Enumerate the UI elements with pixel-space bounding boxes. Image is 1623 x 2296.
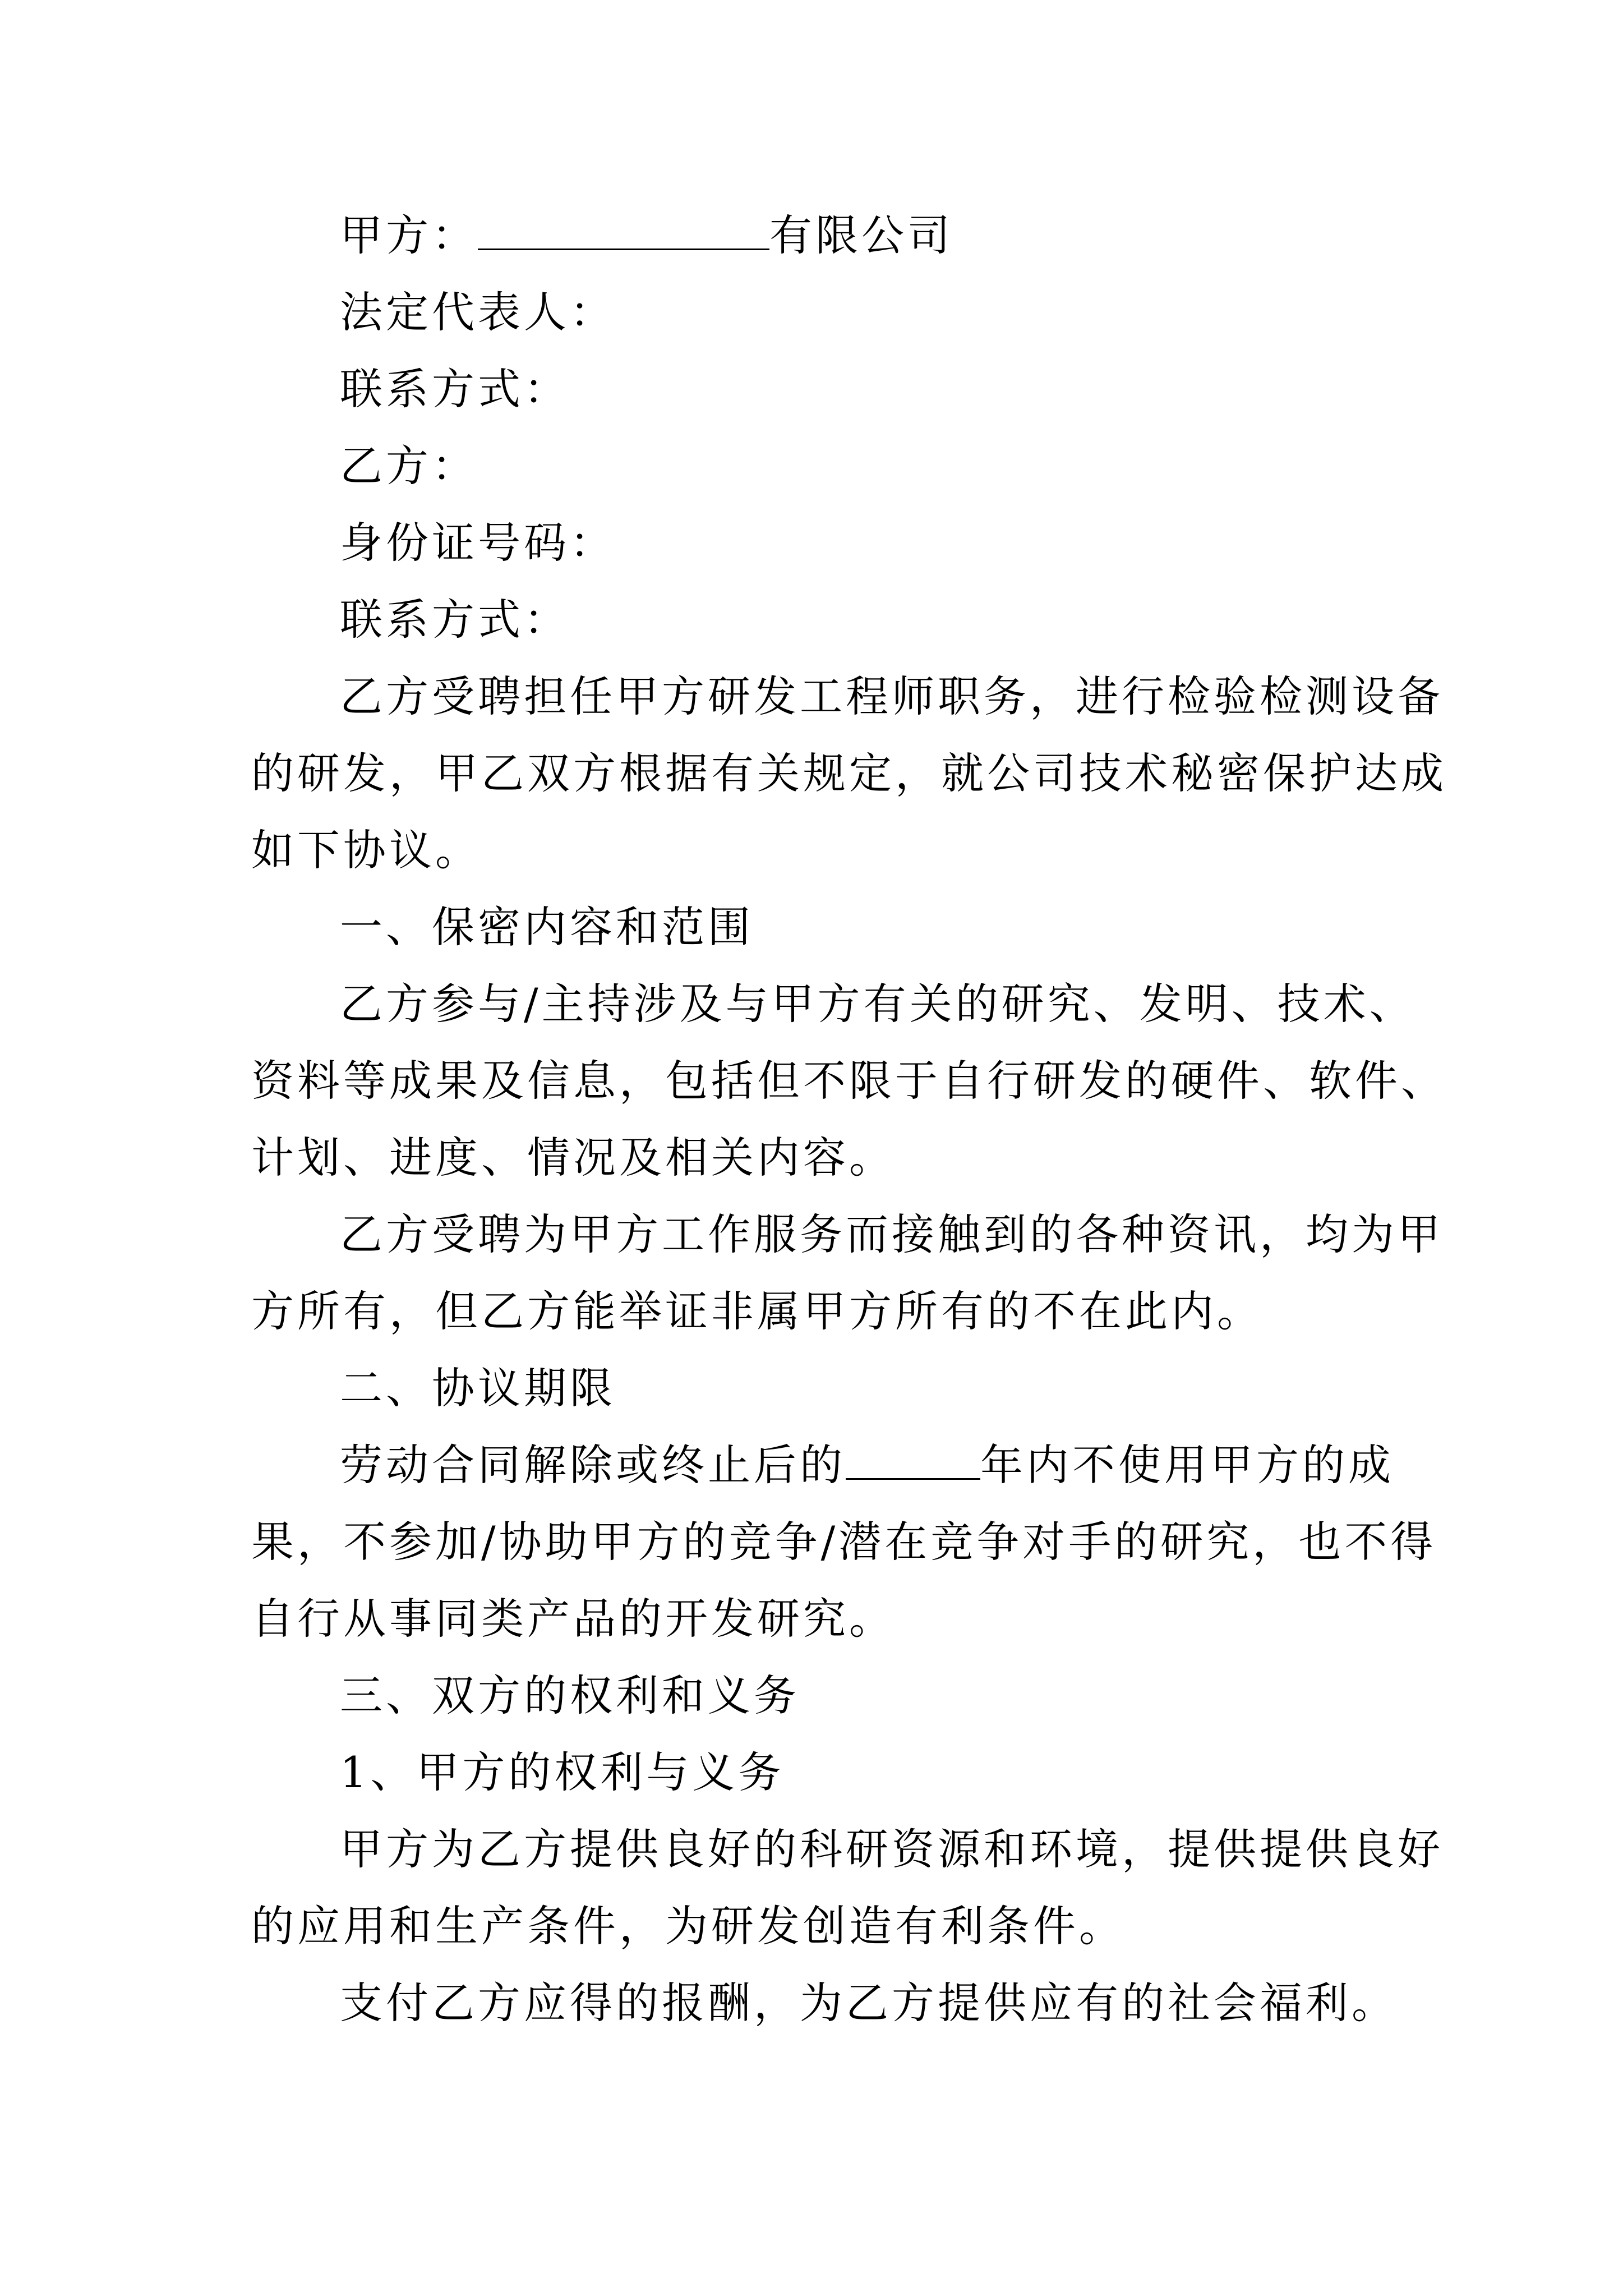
section-2-heading: 二、协议期限: [340, 1363, 616, 1413]
section-1-p1-line-1: 乙方参与/主持涉及与甲方有关的研究、发明、技术、: [340, 979, 1415, 1029]
section-1-heading: 一、保密内容和范围: [340, 902, 754, 952]
section-2-p1-line-2: 果，不参加/协助甲方的竞争/潜在竞争对手的研究，也不得: [251, 1517, 1437, 1567]
party-b-contact-line: 联系方式：: [340, 595, 570, 645]
party-a-label: 甲方：: [340, 210, 478, 260]
party-a-line: [340, 208, 953, 264]
term-text-before: 劳动合同解除或终止后的: [340, 1440, 846, 1490]
term-text-after: 年内不使用甲方的成: [980, 1440, 1394, 1490]
legal-rep-line: 法定代表人：: [340, 287, 616, 337]
section-2-p1-line-3: 自行从事同类产品的开发研究。: [251, 1594, 895, 1644]
party-b-line: 乙方：: [340, 441, 478, 491]
section-3-p1-line-2: 的应用和生产条件，为研发创造有利条件。: [251, 1901, 1125, 1951]
section-3-p1-line-1: 甲方为乙方提供良好的科研资源和环境，提供提供良好: [340, 1824, 1444, 1874]
party-a-contact-line: 联系方式：: [340, 364, 570, 414]
party-a-name-blank: [478, 209, 769, 250]
section-3-p2-line-1: 支付乙方应得的报酬，为乙方提供应有的社会福利。: [340, 1978, 1398, 2028]
section-2-p1-line-1: [340, 1437, 1394, 1493]
section-1-p1-line-2: 资料等成果及信息，包括但不限于自行研发的硬件、软件、: [251, 1056, 1447, 1106]
section-1-p1-line-3: 计划、进度、情况及相关内容。: [251, 1133, 895, 1182]
section-3-sub-1: 1、甲方的权利与义务: [340, 1747, 785, 1797]
intro-line-3: 如下协议。: [251, 825, 481, 875]
intro-line-2: 的研发，甲乙双方根据有关规定，就公司技术秘密保护达成: [251, 748, 1447, 798]
id-number-line: 身份证号码：: [340, 518, 616, 568]
term-years-blank: [846, 1439, 980, 1480]
section-1-p2-line-1: 乙方受聘为甲方工作服务而接触到的各种资讯，均为甲: [340, 1209, 1444, 1259]
section-1-p2-line-2: 方所有，但乙方能举证非属甲方所有的不在此内。: [251, 1286, 1263, 1336]
section-3-heading: 三、双方的权利和义务: [340, 1671, 800, 1720]
party-a-suffix: 有限公司: [769, 210, 953, 260]
intro-line-1: 乙方受聘担任甲方研发工程师职务，进行检验检测设备: [340, 671, 1444, 721]
